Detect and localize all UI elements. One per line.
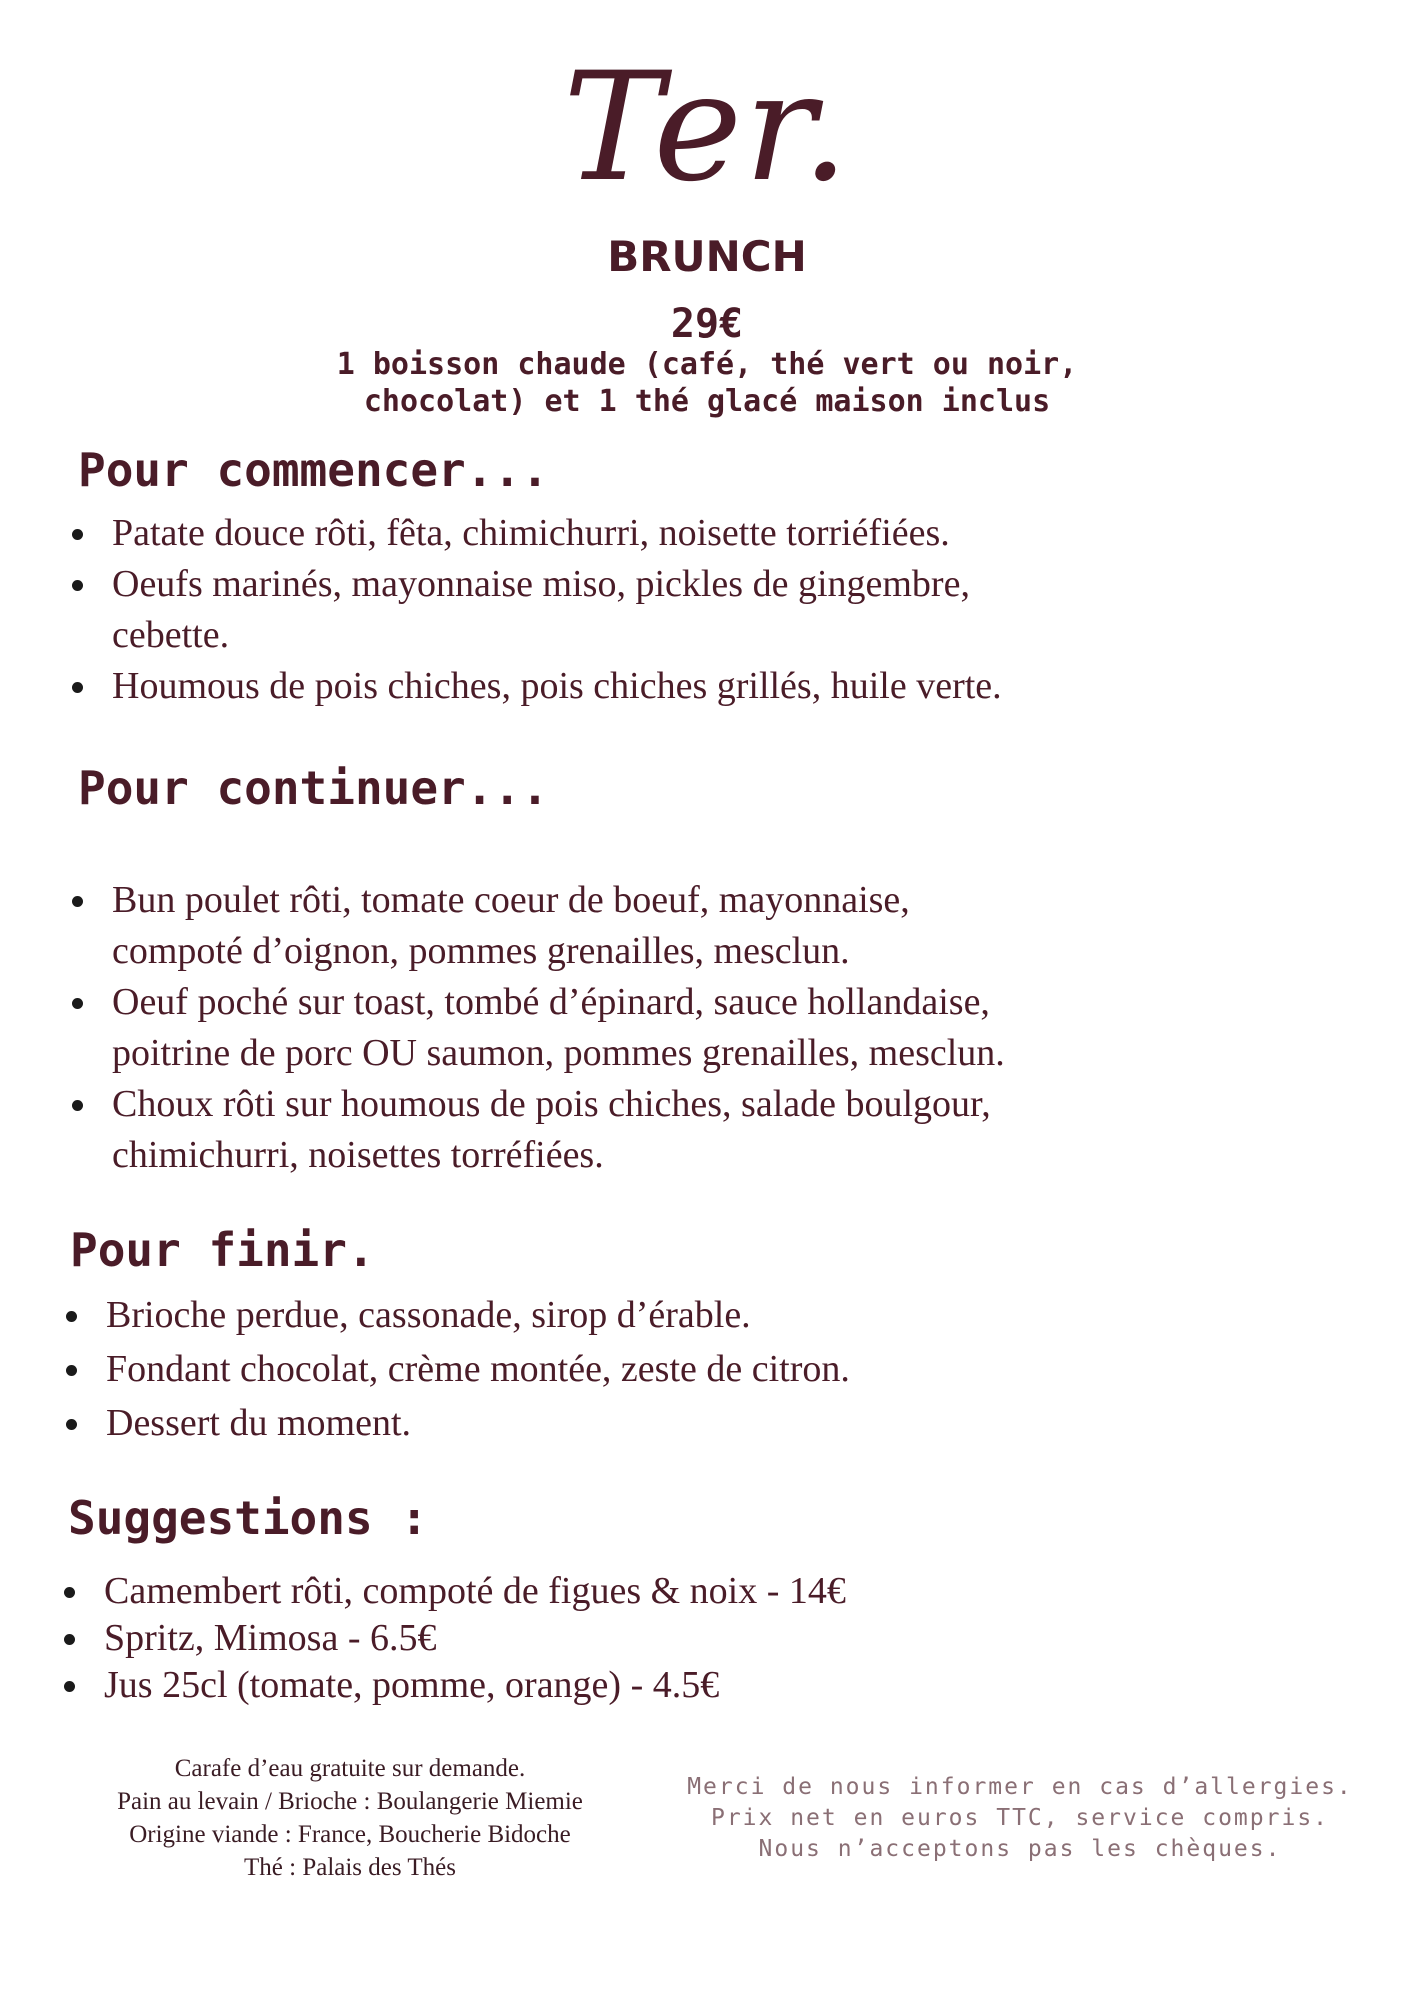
item-line: Spritz, Mimosa - 6.5€ [104,1617,437,1659]
footer-line: Pain au levain / Brioche : Boulangerie Miemie [117,1788,583,1815]
section-title-pour-finir: Pour finir. [70,1223,375,1277]
item-line: compoté d’oignon, pommes grenailles, mesclun. [112,930,850,972]
section-list-pour-continuer [68,875,1368,1181]
footer-line: Merci de nous informer en cas d’allergies. [687,1774,1353,1800]
item-line: Choux rôti sur houmous de pois chiches, salade boulgour, [112,1083,991,1125]
item-line: poitrine de porc OU saumon, pommes grenailles, mesclun. [112,1032,1005,1074]
item-line: cebette. [112,614,230,656]
menu-inclusions [0,346,1414,420]
item-line: Jus 25cl (tomate, pomme, orange) - 4.5€ [104,1664,720,1706]
list-item [68,977,1368,1079]
restaurant-logo: Ter. [562,41,852,215]
section-title-suggestions: Suggestions : [68,1491,429,1545]
footer-line: Thé : Palais des Thés [244,1854,456,1881]
section-title-pour-continuer: Pour continuer... [78,761,549,815]
item-line: Houmous de pois chiches, pois chiches grillés, huile verte. [112,665,1002,707]
list-item [68,559,1368,661]
list-item [68,661,1368,712]
item-line: Brioche perdue, cassonade, sirop d’érable. [106,1294,751,1336]
menu-inclusions-line: 1 boisson chaude (café, thé vert ou noir, [336,347,1078,382]
footer-line: Origine viande : France, Boucherie Bidoche [129,1821,571,1848]
list-item [68,875,1368,977]
section-list-pour-commencer [68,508,1368,712]
item-line: chimichurri, noisettes torréfiées. [112,1134,604,1176]
section-list-pour-finir [62,1288,1362,1450]
menu-inclusions-line: chocolat) et 1 thé glacé maison inclus [363,384,1051,419]
list-item [60,1662,1360,1709]
list-item [60,1568,1360,1615]
item-line: Camembert rôti, compoté de figues & noix - 14€ [104,1570,846,1612]
menu-price: 29€ [670,301,744,347]
list-item [68,1079,1368,1181]
section-list-suggestions [60,1568,1360,1709]
item-line: Fondant chocolat, crème montée, zeste de citron. [106,1348,850,1390]
footer-line: Carafe d’eau gratuite sur demande. [174,1755,526,1782]
list-item [68,508,1368,559]
footer-notice [650,1772,1390,1865]
item-line: Dessert du moment. [106,1402,412,1444]
list-item [62,1288,1362,1342]
list-item [60,1615,1360,1662]
list-item [62,1396,1362,1450]
footer-line: Prix net en euros TTC, service compris. [710,1805,1330,1831]
item-line: Bun poulet rôti, tomate coeur de boeuf, mayonnaise, [112,879,910,921]
item-line: Oeuf poché sur toast, tombé d’épinard, sauce hollandaise, [112,981,990,1023]
item-line: Patate douce rôti, fêta, chimichurri, noisette torriéfiées. [112,512,950,554]
item-line: Oeufs marinés, mayonnaise miso, pickles de gingembre, [112,563,970,605]
footer-line: Nous n’acceptons pas les chèques. [758,1836,1282,1862]
menu-title: BRUNCH [607,232,807,281]
list-item [62,1342,1362,1396]
section-title-pour-commencer: Pour commencer... [78,443,549,497]
footer-sourcing-info [60,1752,640,1884]
